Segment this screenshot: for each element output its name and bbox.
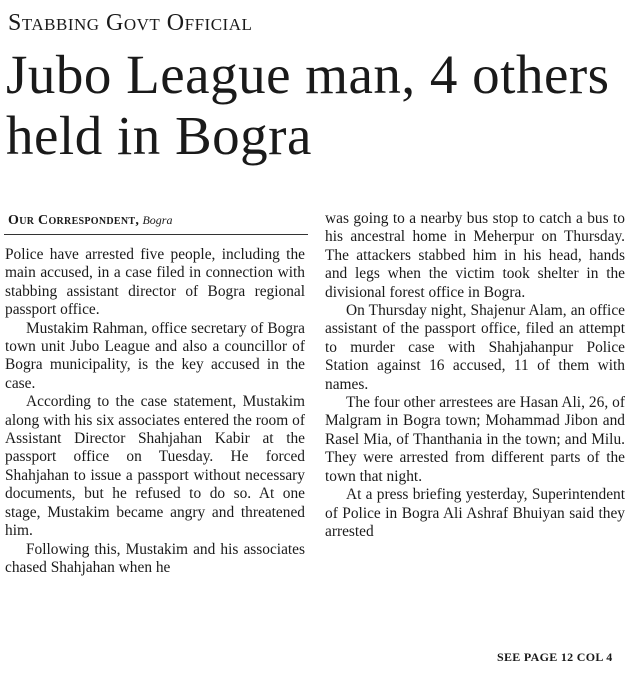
byline-author: Our Correspondent,	[8, 213, 140, 228]
paragraph: was going to a nearby bus stop to catch a bus to his ancestral home in Meherpur on Thursday. The attackers stabbed him in his head, hands and legs when the victim took shelter in the divisional forest office in Bogra.	[325, 210, 625, 301]
story-column-right	[325, 210, 625, 541]
paragraph: The four other arrestees are Hasan Ali, 26, of Malgram in Bogra town; Mohammad Jibon and Rasel Mia, of Thanthania in the town; and Milu. They were arrested from different parts of the town that night.	[325, 394, 625, 485]
byline-location: Bogra	[142, 213, 173, 227]
headline: Jubo League man, 4 others held in Bogra	[6, 44, 610, 166]
paragraph: Following this, Mustakim and his associates chased Shahjahan when he	[5, 540, 305, 576]
paragraph: On Thursday night, Shajenur Alam, an office assistant of the passport office, filed an attempt to murder case with Shahjahanpur Police Station against 16 accused, 11 of them with names.	[325, 302, 625, 393]
kicker: Stabbing Govt Official	[8, 10, 253, 36]
paragraph: Mustakim Rahman, office secretary of Bogra town unit Jubo League and also a councillor of Bogra municipality, is the key accused in the case.	[5, 319, 305, 392]
paragraph: According to the case statement, Mustakim along with his six associates entered the room of Assistant Director Shahjahan Kabir at the passport office on Tuesday. He forced Shahjahan to issue a passport without necessary documents, but he refused to do so. At one stage, Mustakim became angry and threatened him.	[5, 393, 305, 540]
byline-rule	[4, 234, 308, 235]
paragraph: At a press briefing yesterday, Superintendent of Police in Bogra Ali Ashraf Bhuiyan said they arrested	[325, 486, 625, 540]
paragraph: Police have arrested five people, including the main accused, in a case filed in connection with stabbing assistant director of Bogra regional passport office.	[5, 246, 305, 319]
jump-line: SEE PAGE 12 COL 4	[497, 650, 613, 664]
byline	[8, 212, 172, 229]
story-column-left	[5, 246, 305, 577]
